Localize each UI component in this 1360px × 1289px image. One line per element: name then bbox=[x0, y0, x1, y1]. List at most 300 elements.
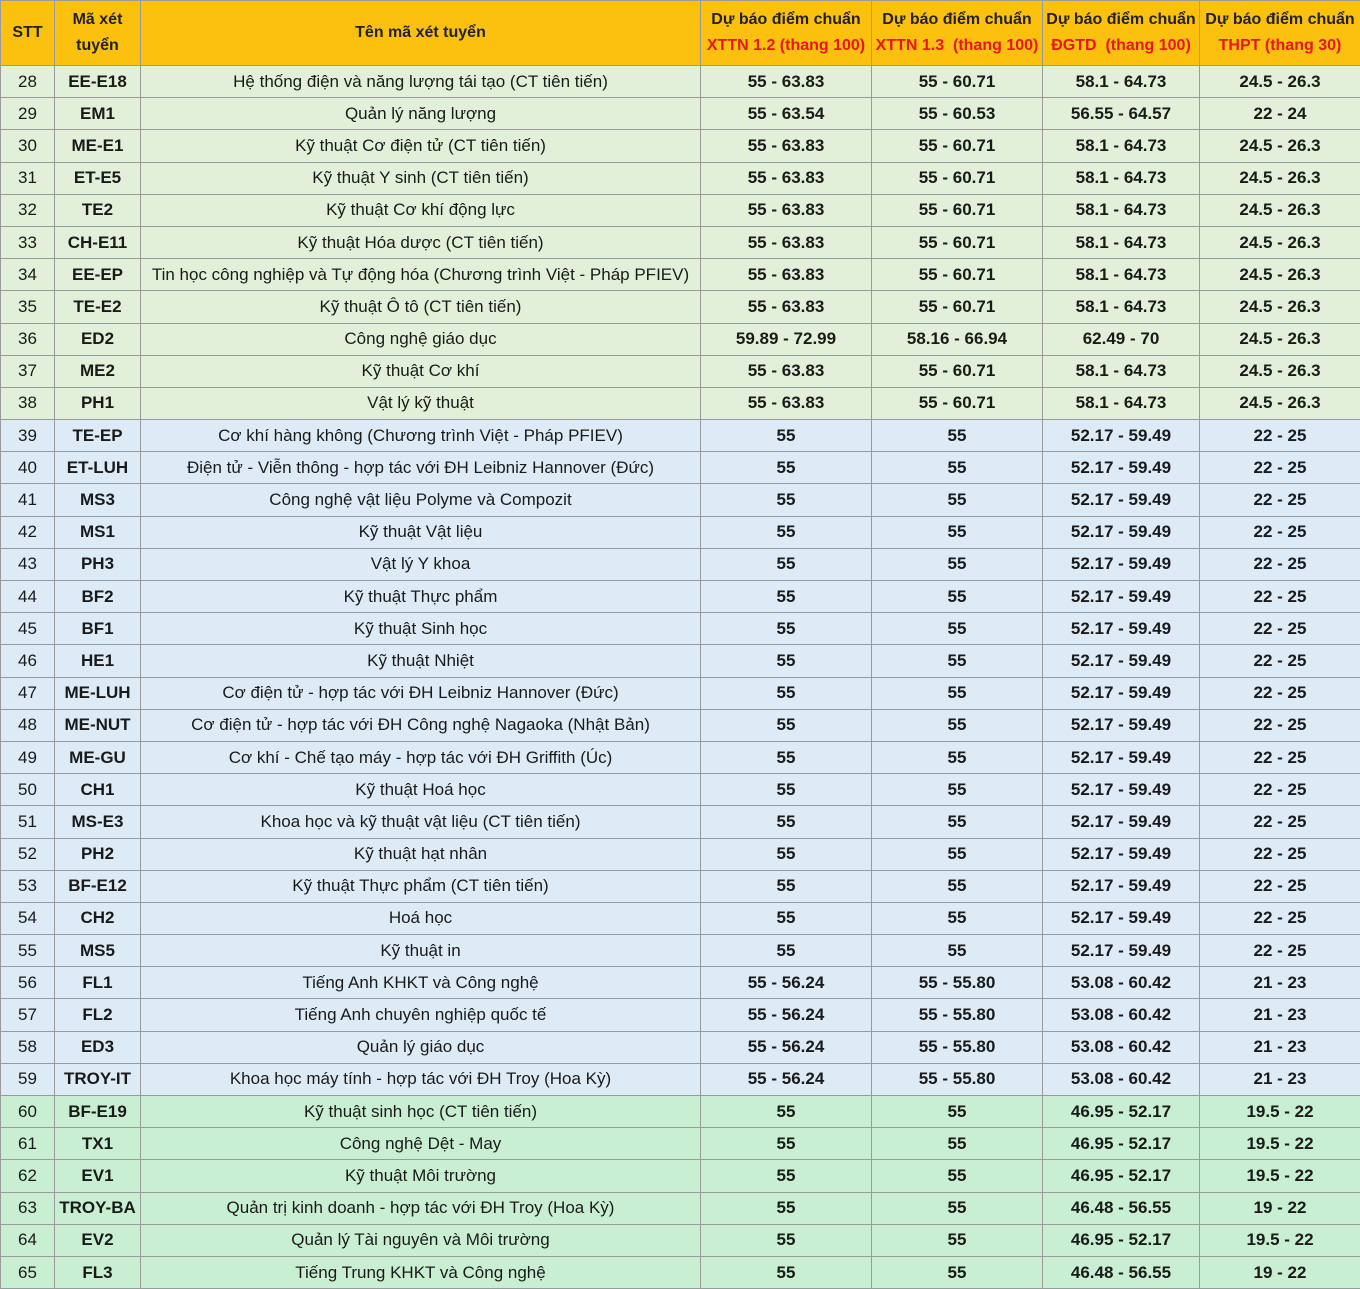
cell-stt: 44 bbox=[1, 581, 55, 613]
table-row bbox=[1, 130, 1360, 162]
cell-xttn12: 55 bbox=[701, 1192, 872, 1224]
cell-dgtd: 53.08 - 60.42 bbox=[1043, 1031, 1200, 1063]
cell-dgtd: 58.1 - 64.73 bbox=[1043, 194, 1200, 226]
table-row bbox=[1, 548, 1360, 580]
cell-code: ME-E1 bbox=[55, 130, 141, 162]
cell-code: PH1 bbox=[55, 387, 141, 419]
cell-program-name: Kỹ thuật sinh học (CT tiên tiến) bbox=[141, 1096, 701, 1128]
cell-xttn12: 55 - 63.83 bbox=[701, 291, 872, 323]
cell-xttn13: 55 - 60.71 bbox=[872, 226, 1043, 258]
cell-code: ET-LUH bbox=[55, 452, 141, 484]
cell-dgtd: 52.17 - 59.49 bbox=[1043, 452, 1200, 484]
cell-code: TE2 bbox=[55, 194, 141, 226]
cell-xttn12: 55 - 63.83 bbox=[701, 355, 872, 387]
cell-code: PH3 bbox=[55, 548, 141, 580]
cell-xttn12: 55 bbox=[701, 806, 872, 838]
cell-thpt: 22 - 25 bbox=[1200, 645, 1360, 677]
cell-thpt: 24.5 - 26.3 bbox=[1200, 130, 1360, 162]
cell-code: TE-E2 bbox=[55, 291, 141, 323]
cell-stt: 56 bbox=[1, 967, 55, 999]
cell-dgtd: 53.08 - 60.42 bbox=[1043, 1063, 1200, 1095]
cell-thpt: 24.5 - 26.3 bbox=[1200, 355, 1360, 387]
header-thpt-title: Dự báo điểm chuẩn bbox=[1202, 7, 1358, 33]
cell-dgtd: 52.17 - 59.49 bbox=[1043, 484, 1200, 516]
cell-thpt: 24.5 - 26.3 bbox=[1200, 226, 1360, 258]
cell-xttn13: 55 - 60.71 bbox=[872, 355, 1043, 387]
cell-code: ME2 bbox=[55, 355, 141, 387]
cell-code: EE-EP bbox=[55, 259, 141, 291]
cell-stt: 50 bbox=[1, 774, 55, 806]
cell-xttn13: 55 bbox=[872, 1224, 1043, 1256]
table-row bbox=[1, 1031, 1360, 1063]
cell-thpt: 19.5 - 22 bbox=[1200, 1096, 1360, 1128]
cell-stt: 38 bbox=[1, 387, 55, 419]
table-row bbox=[1, 66, 1360, 98]
cell-thpt: 22 - 25 bbox=[1200, 677, 1360, 709]
cell-dgtd: 46.48 - 56.55 bbox=[1043, 1256, 1200, 1288]
cell-xttn12: 55 - 63.83 bbox=[701, 387, 872, 419]
cell-program-name: Kỹ thuật Thực phẩm (CT tiên tiến) bbox=[141, 870, 701, 902]
cell-stt: 33 bbox=[1, 226, 55, 258]
header-xttn12-scale: XTTN 1.2 (thang 100) bbox=[703, 33, 869, 59]
cell-xttn13: 55 bbox=[872, 613, 1043, 645]
cell-program-name: Vật lý kỹ thuật bbox=[141, 387, 701, 419]
cell-xttn12: 55 bbox=[701, 516, 872, 548]
cell-dgtd: 52.17 - 59.49 bbox=[1043, 677, 1200, 709]
cell-program-name: Quản trị kinh doanh - hợp tác với ĐH Troy (Hoa Kỳ) bbox=[141, 1192, 701, 1224]
cell-thpt: 22 - 25 bbox=[1200, 806, 1360, 838]
table-row bbox=[1, 967, 1360, 999]
cell-xttn12: 55 bbox=[701, 548, 872, 580]
cell-dgtd: 52.17 - 59.49 bbox=[1043, 420, 1200, 452]
cell-code: EV2 bbox=[55, 1224, 141, 1256]
table-row bbox=[1, 902, 1360, 934]
cell-xttn12: 55 - 63.83 bbox=[701, 226, 872, 258]
cell-xttn12: 55 bbox=[701, 1128, 872, 1160]
header-dgtd-title: Dự báo điểm chuẩn bbox=[1045, 7, 1197, 33]
cell-program-name: Kỹ thuật Nhiệt bbox=[141, 645, 701, 677]
cell-stt: 58 bbox=[1, 1031, 55, 1063]
cell-xttn12: 55 - 63.83 bbox=[701, 259, 872, 291]
cell-dgtd: 52.17 - 59.49 bbox=[1043, 774, 1200, 806]
cell-xttn13: 55 bbox=[872, 1096, 1043, 1128]
cell-program-name: Tiếng Trung KHKT và Công nghệ bbox=[141, 1256, 701, 1288]
cell-xttn13: 55 bbox=[872, 1192, 1043, 1224]
table-row bbox=[1, 484, 1360, 516]
cell-program-name: Cơ khí - Chế tạo máy - hợp tác với ĐH Griffith (Úc) bbox=[141, 741, 701, 773]
cell-xttn13: 55 bbox=[872, 1256, 1043, 1288]
cell-stt: 28 bbox=[1, 66, 55, 98]
header-xttn13-title: Dự báo điểm chuẩn bbox=[874, 7, 1040, 33]
cell-thpt: 22 - 25 bbox=[1200, 870, 1360, 902]
cell-xttn13: 55 bbox=[872, 902, 1043, 934]
cell-thpt: 22 - 25 bbox=[1200, 902, 1360, 934]
cell-code: BF-E19 bbox=[55, 1096, 141, 1128]
cell-xttn13: 55 bbox=[872, 452, 1043, 484]
cell-program-name: Công nghệ giáo dục bbox=[141, 323, 701, 355]
cell-code: CH2 bbox=[55, 902, 141, 934]
cell-xttn13: 55 - 60.71 bbox=[872, 66, 1043, 98]
cell-thpt: 22 - 25 bbox=[1200, 484, 1360, 516]
table-row bbox=[1, 355, 1360, 387]
cell-thpt: 22 - 25 bbox=[1200, 548, 1360, 580]
table-row bbox=[1, 870, 1360, 902]
header-xttn12 bbox=[701, 1, 872, 66]
table-row bbox=[1, 1063, 1360, 1095]
cell-program-name: Quản lý Tài nguyên và Môi trường bbox=[141, 1224, 701, 1256]
header-thpt-scale: THPT (thang 30) bbox=[1202, 33, 1358, 59]
cell-stt: 52 bbox=[1, 838, 55, 870]
cell-xttn13: 55 - 60.71 bbox=[872, 387, 1043, 419]
cell-xttn12: 55 bbox=[701, 452, 872, 484]
cell-stt: 55 bbox=[1, 935, 55, 967]
cell-program-name: Công nghệ Dệt - May bbox=[141, 1128, 701, 1160]
table-row bbox=[1, 806, 1360, 838]
cell-code: FL3 bbox=[55, 1256, 141, 1288]
cell-dgtd: 58.1 - 64.73 bbox=[1043, 66, 1200, 98]
cell-xttn12: 55 bbox=[701, 613, 872, 645]
cell-thpt: 22 - 25 bbox=[1200, 420, 1360, 452]
header-xttn13 bbox=[872, 1, 1043, 66]
cell-code: FL2 bbox=[55, 999, 141, 1031]
cell-xttn12: 55 bbox=[701, 484, 872, 516]
cell-xttn13: 55 bbox=[872, 774, 1043, 806]
cell-stt: 34 bbox=[1, 259, 55, 291]
cell-thpt: 22 - 25 bbox=[1200, 741, 1360, 773]
cell-thpt: 19.5 - 22 bbox=[1200, 1128, 1360, 1160]
cell-xttn13: 55 bbox=[872, 741, 1043, 773]
cell-program-name: Tin học công nghiệp và Tự động hóa (Chương trình Việt - Pháp PFIEV) bbox=[141, 259, 701, 291]
cell-thpt: 24.5 - 26.3 bbox=[1200, 323, 1360, 355]
cell-thpt: 22 - 25 bbox=[1200, 709, 1360, 741]
cell-stt: 61 bbox=[1, 1128, 55, 1160]
table-row bbox=[1, 291, 1360, 323]
cell-thpt: 22 - 25 bbox=[1200, 774, 1360, 806]
cell-xttn13: 55 bbox=[872, 420, 1043, 452]
cell-code: EM1 bbox=[55, 98, 141, 130]
cell-program-name: Hoá học bbox=[141, 902, 701, 934]
cell-dgtd: 58.1 - 64.73 bbox=[1043, 162, 1200, 194]
table-row bbox=[1, 838, 1360, 870]
cell-xttn13: 55 bbox=[872, 677, 1043, 709]
cell-xttn12: 55 bbox=[701, 581, 872, 613]
cell-code: TROY-BA bbox=[55, 1192, 141, 1224]
cell-stt: 40 bbox=[1, 452, 55, 484]
cell-xttn13: 55 - 60.71 bbox=[872, 259, 1043, 291]
cell-thpt: 19.5 - 22 bbox=[1200, 1224, 1360, 1256]
cell-stt: 47 bbox=[1, 677, 55, 709]
table-row bbox=[1, 613, 1360, 645]
cell-xttn12: 55 bbox=[701, 1256, 872, 1288]
cell-dgtd: 52.17 - 59.49 bbox=[1043, 613, 1200, 645]
cell-code: HE1 bbox=[55, 645, 141, 677]
cell-thpt: 19.5 - 22 bbox=[1200, 1160, 1360, 1192]
cell-xttn12: 55 bbox=[701, 1224, 872, 1256]
table-row bbox=[1, 1192, 1360, 1224]
cell-dgtd: 58.1 - 64.73 bbox=[1043, 130, 1200, 162]
cell-stt: 49 bbox=[1, 741, 55, 773]
cell-code: CH1 bbox=[55, 774, 141, 806]
header-xttn12-title: Dự báo điểm chuẩn bbox=[703, 7, 869, 33]
cell-xttn13: 55 bbox=[872, 1128, 1043, 1160]
cell-xttn13: 55 - 60.71 bbox=[872, 130, 1043, 162]
cell-program-name: Kỹ thuật Thực phẩm bbox=[141, 581, 701, 613]
cell-thpt: 21 - 23 bbox=[1200, 1031, 1360, 1063]
cell-stt: 45 bbox=[1, 613, 55, 645]
cell-program-name: Kỹ thuật Cơ điện tử (CT tiên tiến) bbox=[141, 130, 701, 162]
cell-xttn12: 55 bbox=[701, 645, 872, 677]
table-row bbox=[1, 194, 1360, 226]
cell-code: EV1 bbox=[55, 1160, 141, 1192]
table-row bbox=[1, 323, 1360, 355]
table-row bbox=[1, 999, 1360, 1031]
header-xttn13-scale: XTTN 1.3 (thang 100) bbox=[874, 33, 1040, 59]
cell-dgtd: 58.1 - 64.73 bbox=[1043, 355, 1200, 387]
cell-program-name: Hệ thống điện và năng lượng tái tạo (CT tiên tiến) bbox=[141, 66, 701, 98]
cell-thpt: 24.5 - 26.3 bbox=[1200, 387, 1360, 419]
cell-dgtd: 46.95 - 52.17 bbox=[1043, 1128, 1200, 1160]
cell-code: MS-E3 bbox=[55, 806, 141, 838]
table-row bbox=[1, 1096, 1360, 1128]
cell-stt: 53 bbox=[1, 870, 55, 902]
cell-xttn12: 55 bbox=[701, 420, 872, 452]
cell-dgtd: 56.55 - 64.57 bbox=[1043, 98, 1200, 130]
table-row bbox=[1, 645, 1360, 677]
cell-xttn13: 58.16 - 66.94 bbox=[872, 323, 1043, 355]
cell-xttn13: 55 - 55.80 bbox=[872, 1031, 1043, 1063]
cell-xttn12: 55 bbox=[701, 774, 872, 806]
cell-xttn13: 55 bbox=[872, 870, 1043, 902]
cell-xttn12: 55 - 63.83 bbox=[701, 130, 872, 162]
cell-xttn12: 55 bbox=[701, 1096, 872, 1128]
cell-xttn12: 55 bbox=[701, 741, 872, 773]
header-dgtd bbox=[1043, 1, 1200, 66]
table-row bbox=[1, 1224, 1360, 1256]
cell-xttn13: 55 - 55.80 bbox=[872, 967, 1043, 999]
cell-program-name: Kỹ thuật in bbox=[141, 935, 701, 967]
cell-dgtd: 46.95 - 52.17 bbox=[1043, 1160, 1200, 1192]
table-row bbox=[1, 935, 1360, 967]
cell-dgtd: 52.17 - 59.49 bbox=[1043, 581, 1200, 613]
cell-xttn13: 55 bbox=[872, 645, 1043, 677]
header-thpt bbox=[1200, 1, 1360, 66]
cell-xttn13: 55 - 60.71 bbox=[872, 194, 1043, 226]
cell-program-name: Kỹ thuật Ô tô (CT tiên tiến) bbox=[141, 291, 701, 323]
cell-stt: 63 bbox=[1, 1192, 55, 1224]
table-row bbox=[1, 581, 1360, 613]
cell-dgtd: 52.17 - 59.49 bbox=[1043, 645, 1200, 677]
cell-program-name: Kỹ thuật Hóa dược (CT tiên tiến) bbox=[141, 226, 701, 258]
table-row bbox=[1, 259, 1360, 291]
cell-program-name: Công nghệ vật liệu Polyme và Compozit bbox=[141, 484, 701, 516]
cell-stt: 62 bbox=[1, 1160, 55, 1192]
table-row bbox=[1, 677, 1360, 709]
cell-program-name: Vật lý Y khoa bbox=[141, 548, 701, 580]
cell-stt: 39 bbox=[1, 420, 55, 452]
cell-dgtd: 58.1 - 64.73 bbox=[1043, 259, 1200, 291]
cell-dgtd: 62.49 - 70 bbox=[1043, 323, 1200, 355]
cell-code: ED2 bbox=[55, 323, 141, 355]
cell-code: CH-E11 bbox=[55, 226, 141, 258]
cell-thpt: 21 - 23 bbox=[1200, 1063, 1360, 1095]
cell-dgtd: 53.08 - 60.42 bbox=[1043, 999, 1200, 1031]
cell-xttn12: 55 - 63.83 bbox=[701, 162, 872, 194]
cell-code: MS1 bbox=[55, 516, 141, 548]
cell-program-name: Kỹ thuật Y sinh (CT tiên tiến) bbox=[141, 162, 701, 194]
cell-stt: 57 bbox=[1, 999, 55, 1031]
cell-stt: 46 bbox=[1, 645, 55, 677]
cell-thpt: 24.5 - 26.3 bbox=[1200, 259, 1360, 291]
cell-stt: 32 bbox=[1, 194, 55, 226]
cell-program-name: Tiếng Anh KHKT và Công nghệ bbox=[141, 967, 701, 999]
cell-xttn13: 55 bbox=[872, 838, 1043, 870]
cell-thpt: 22 - 25 bbox=[1200, 838, 1360, 870]
table-row bbox=[1, 226, 1360, 258]
header-stt: STT bbox=[1, 1, 55, 66]
cell-program-name: Kỹ thuật Vật liệu bbox=[141, 516, 701, 548]
cell-code: EE-E18 bbox=[55, 66, 141, 98]
cell-code: ME-LUH bbox=[55, 677, 141, 709]
cell-code: ME-NUT bbox=[55, 709, 141, 741]
cell-thpt: 21 - 23 bbox=[1200, 967, 1360, 999]
cell-code: ET-E5 bbox=[55, 162, 141, 194]
cell-xttn12: 55 bbox=[701, 677, 872, 709]
header-name: Tên mã xét tuyển bbox=[141, 1, 701, 66]
cell-stt: 41 bbox=[1, 484, 55, 516]
cell-xttn13: 55 bbox=[872, 516, 1043, 548]
cell-xttn13: 55 - 60.71 bbox=[872, 162, 1043, 194]
cell-program-name: Khoa học máy tính - hợp tác với ĐH Troy (Hoa Kỳ) bbox=[141, 1063, 701, 1095]
cell-thpt: 24.5 - 26.3 bbox=[1200, 162, 1360, 194]
cell-xttn12: 59.89 - 72.99 bbox=[701, 323, 872, 355]
table-row bbox=[1, 387, 1360, 419]
cell-xttn13: 55 bbox=[872, 709, 1043, 741]
cell-xttn13: 55 - 60.53 bbox=[872, 98, 1043, 130]
cell-xttn13: 55 bbox=[872, 581, 1043, 613]
cell-dgtd: 52.17 - 59.49 bbox=[1043, 870, 1200, 902]
cell-dgtd: 46.48 - 56.55 bbox=[1043, 1192, 1200, 1224]
cell-stt: 37 bbox=[1, 355, 55, 387]
cell-dgtd: 52.17 - 59.49 bbox=[1043, 838, 1200, 870]
cell-xttn12: 55 - 63.54 bbox=[701, 98, 872, 130]
cell-stt: 35 bbox=[1, 291, 55, 323]
cell-xttn12: 55 - 56.24 bbox=[701, 999, 872, 1031]
cell-dgtd: 52.17 - 59.49 bbox=[1043, 709, 1200, 741]
cell-dgtd: 58.1 - 64.73 bbox=[1043, 291, 1200, 323]
cell-code: ED3 bbox=[55, 1031, 141, 1063]
cell-code: TX1 bbox=[55, 1128, 141, 1160]
cell-stt: 29 bbox=[1, 98, 55, 130]
table-row bbox=[1, 162, 1360, 194]
cell-xttn13: 55 bbox=[872, 935, 1043, 967]
cell-program-name: Tiếng Anh chuyên nghiệp quốc tế bbox=[141, 999, 701, 1031]
cell-xttn12: 55 bbox=[701, 935, 872, 967]
header-dgtd-scale: ĐGTD (thang 100) bbox=[1045, 33, 1197, 59]
cell-thpt: 21 - 23 bbox=[1200, 999, 1360, 1031]
cell-code: BF1 bbox=[55, 613, 141, 645]
cell-dgtd: 53.08 - 60.42 bbox=[1043, 967, 1200, 999]
cell-stt: 60 bbox=[1, 1096, 55, 1128]
table-row bbox=[1, 1128, 1360, 1160]
cell-xttn13: 55 - 55.80 bbox=[872, 999, 1043, 1031]
cell-stt: 36 bbox=[1, 323, 55, 355]
cell-xttn12: 55 bbox=[701, 838, 872, 870]
cell-thpt: 22 - 25 bbox=[1200, 935, 1360, 967]
cell-program-name: Kỹ thuật Cơ khí động lực bbox=[141, 194, 701, 226]
cell-thpt: 24.5 - 26.3 bbox=[1200, 194, 1360, 226]
cell-program-name: Kỹ thuật Cơ khí bbox=[141, 355, 701, 387]
cell-stt: 42 bbox=[1, 516, 55, 548]
cell-thpt: 24.5 - 26.3 bbox=[1200, 291, 1360, 323]
cell-program-name: Khoa học và kỹ thuật vật liệu (CT tiên tiến) bbox=[141, 806, 701, 838]
table-row bbox=[1, 774, 1360, 806]
table-row bbox=[1, 709, 1360, 741]
cell-stt: 65 bbox=[1, 1256, 55, 1288]
cell-code: BF2 bbox=[55, 581, 141, 613]
cell-xttn13: 55 bbox=[872, 484, 1043, 516]
cell-stt: 48 bbox=[1, 709, 55, 741]
cell-program-name: Quản lý giáo dục bbox=[141, 1031, 701, 1063]
cell-stt: 30 bbox=[1, 130, 55, 162]
cell-thpt: 19 - 22 bbox=[1200, 1192, 1360, 1224]
table-row bbox=[1, 516, 1360, 548]
cell-stt: 51 bbox=[1, 806, 55, 838]
cell-program-name: Cơ điện tử - hợp tác với ĐH Leibniz Hannover (Đức) bbox=[141, 677, 701, 709]
table-row bbox=[1, 452, 1360, 484]
cell-code: PH2 bbox=[55, 838, 141, 870]
cell-xttn12: 55 bbox=[701, 1160, 872, 1192]
cell-thpt: 22 - 25 bbox=[1200, 452, 1360, 484]
cell-code: MS5 bbox=[55, 935, 141, 967]
cell-program-name: Cơ khí hàng không (Chương trình Việt - Pháp PFIEV) bbox=[141, 420, 701, 452]
cell-xttn12: 55 bbox=[701, 902, 872, 934]
cell-dgtd: 52.17 - 59.49 bbox=[1043, 548, 1200, 580]
cell-stt: 59 bbox=[1, 1063, 55, 1095]
cell-dgtd: 46.95 - 52.17 bbox=[1043, 1096, 1200, 1128]
table-row bbox=[1, 1256, 1360, 1288]
cell-thpt: 22 - 25 bbox=[1200, 516, 1360, 548]
cell-program-name: Điện tử - Viễn thông - hợp tác với ĐH Leibniz Hannover (Đức) bbox=[141, 452, 701, 484]
cell-xttn12: 55 - 56.24 bbox=[701, 1063, 872, 1095]
cell-thpt: 22 - 24 bbox=[1200, 98, 1360, 130]
cell-program-name: Quản lý năng lượng bbox=[141, 98, 701, 130]
cell-code: ME-GU bbox=[55, 741, 141, 773]
cell-code: BF-E12 bbox=[55, 870, 141, 902]
cell-thpt: 22 - 25 bbox=[1200, 581, 1360, 613]
table-header bbox=[1, 1, 1360, 66]
cell-dgtd: 52.17 - 59.49 bbox=[1043, 741, 1200, 773]
cell-program-name: Kỹ thuật Sinh học bbox=[141, 613, 701, 645]
table-row bbox=[1, 420, 1360, 452]
table-row bbox=[1, 98, 1360, 130]
cell-code: FL1 bbox=[55, 967, 141, 999]
cell-code: TROY-IT bbox=[55, 1063, 141, 1095]
header-code: Mã xét tuyển bbox=[55, 1, 141, 66]
cell-stt: 43 bbox=[1, 548, 55, 580]
cell-xttn12: 55 - 63.83 bbox=[701, 194, 872, 226]
cell-xttn13: 55 - 60.71 bbox=[872, 291, 1043, 323]
cell-program-name: Cơ điện tử - hợp tác với ĐH Công nghệ Nagaoka (Nhật Bản) bbox=[141, 709, 701, 741]
cell-xttn13: 55 bbox=[872, 1160, 1043, 1192]
cell-xttn13: 55 bbox=[872, 806, 1043, 838]
cell-code: TE-EP bbox=[55, 420, 141, 452]
cell-xttn12: 55 - 63.83 bbox=[701, 66, 872, 98]
cell-dgtd: 52.17 - 59.49 bbox=[1043, 935, 1200, 967]
table-row bbox=[1, 741, 1360, 773]
cell-dgtd: 58.1 - 64.73 bbox=[1043, 226, 1200, 258]
table-row bbox=[1, 1160, 1360, 1192]
cell-thpt: 24.5 - 26.3 bbox=[1200, 66, 1360, 98]
